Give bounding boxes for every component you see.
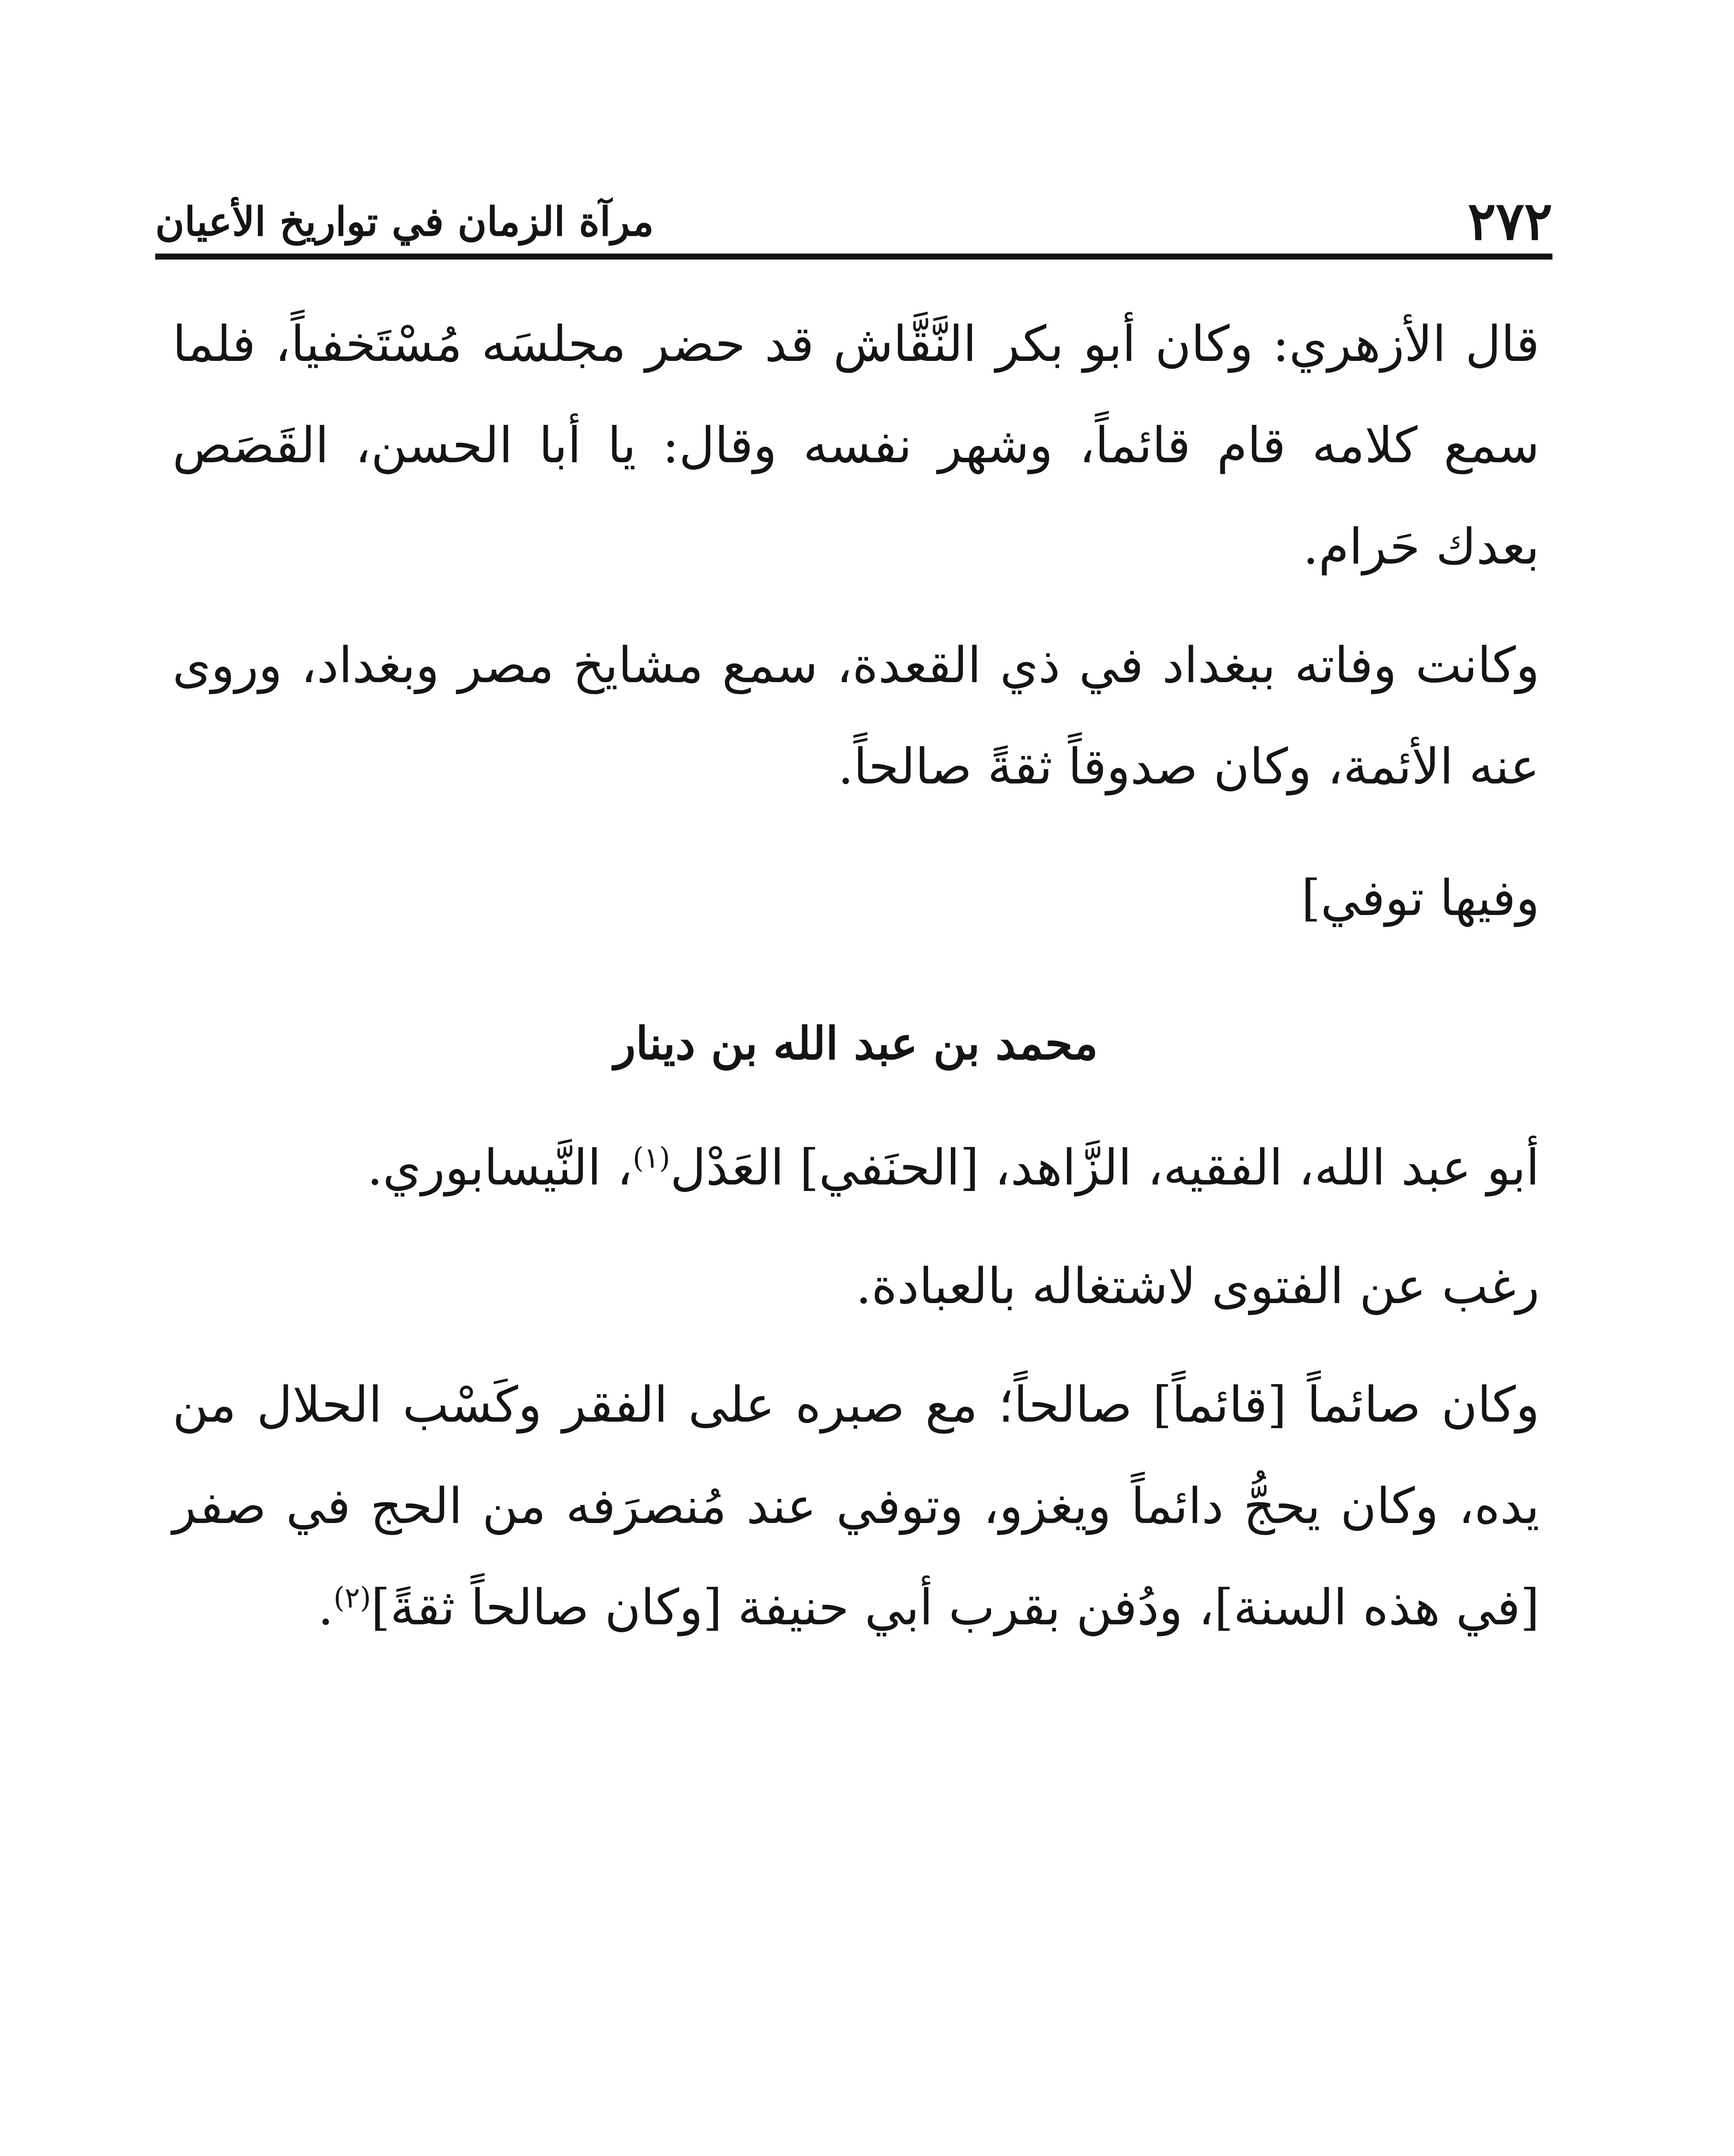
running-header — [155, 181, 1552, 272]
paragraph-piety — [172, 1354, 1540, 1658]
piety-text: وكان صائماً [قائماً] صالحاً؛ مع صبره على الفقر وكَسْب الحلال من يده، وكان يحجُّ دائماً ويغزو، وتوفي عند مُنصرَفه من الحج في صفر [في هذه السنة]، ودُفن بقرب أبي حنيفة [وكان صالحاً ثقةً] — [172, 1376, 1540, 1636]
biography-heading: محمد بن عبد الله بن دينار — [614, 1017, 1098, 1070]
paragraph-azhari: قال الأزهري: وكان أبو بكر النَّقَّاش قد حضر مجلسَه مُسْتَخفياً، فلما سمع كلامه قام قائماً، وشهر نفسه وقال: يا أبا الحسن، القَصَص بعدك حَرام. — [172, 315, 1540, 575]
main-text — [172, 293, 1540, 1658]
paragraph-died-that-year: وفيها توفي] — [1301, 869, 1540, 927]
page-number: ٢٧٢ — [1467, 190, 1552, 252]
paragraph-nisba — [172, 1117, 1540, 1218]
footnote-ref-2[interactable]: (٢) — [333, 1581, 371, 1614]
running-title: مرآة الزمان في تواريخ الأعيان — [155, 198, 654, 245]
header-rule — [155, 254, 1552, 260]
nisba-tail: ، النَّيسابوري. — [367, 1139, 633, 1196]
piety-tail: . — [318, 1579, 334, 1636]
paragraph-fatwa: رغب عن الفتوى لاشتغاله بالعبادة. — [856, 1257, 1540, 1315]
paragraph-death: وكانت وفاته ببغداد في ذي القعدة، سمع مشايخ مصر وبغداد، وروى عنه الأئمة، وكان صدوقاً ثقةً صالحاً. — [172, 636, 1540, 795]
nisba-text: أبو عبد الله، الفقيه، الزَّاهد، [الحنَفي] العَدْل — [670, 1139, 1540, 1196]
footnote-ref-1[interactable]: (١) — [633, 1141, 671, 1175]
